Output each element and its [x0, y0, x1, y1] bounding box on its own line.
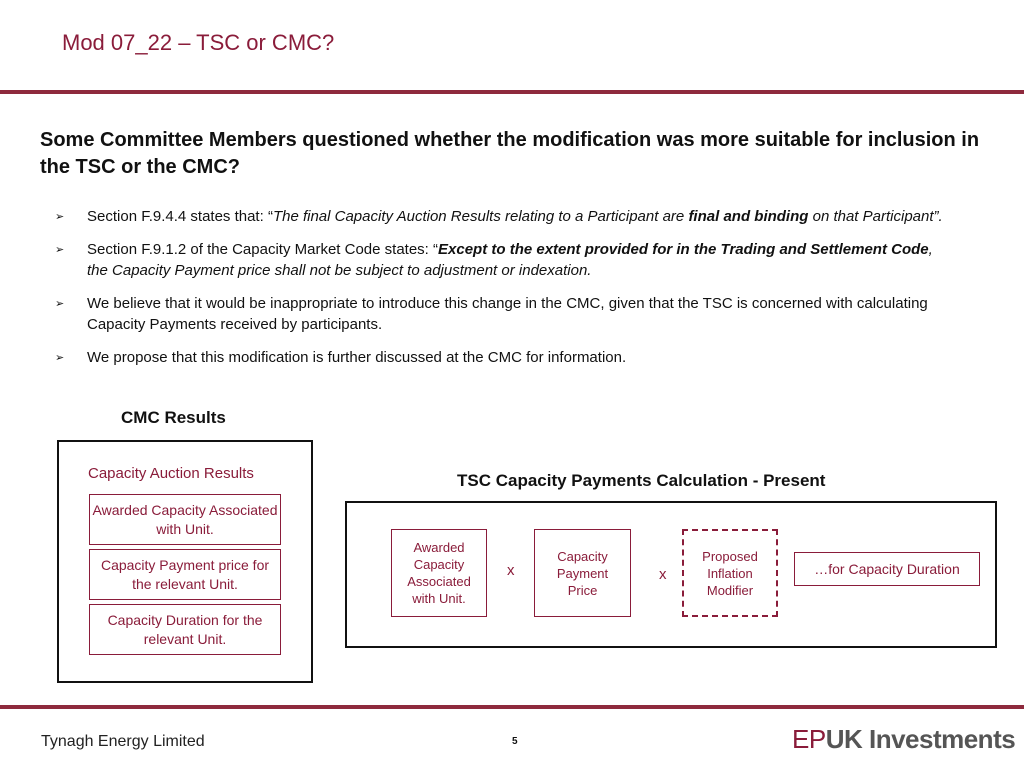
- arrow-bullet-icon: ➢: [55, 298, 65, 310]
- awarded-capacity-term: Awarded Capacity Associated with Unit.: [391, 529, 487, 617]
- logo-text: UK Investments: [825, 724, 1016, 754]
- awarded-capacity-box: Awarded Capacity Associated with Unit.: [89, 494, 281, 545]
- bullet-text: We propose that this modification is further discussed at the CMC for information.: [87, 349, 627, 366]
- quote-emphasis: final and binding: [688, 208, 809, 225]
- footer-divider: [0, 705, 1024, 709]
- quote-emphasis: Except to the extent provided for in the Trading and Settlement Code: [438, 241, 929, 258]
- capacity-duration-box: Capacity Duration for the relevant Unit.: [89, 604, 281, 655]
- bullet-item: [55, 206, 955, 227]
- arrow-bullet-icon: ➢: [55, 352, 65, 364]
- bullet-text: We believe that it would be inappropriate to introduce this change in the CMC, given that the TSC is concerned with calculating Capacity Payments received by participants.: [87, 295, 928, 333]
- capacity-payment-price-term: Capacity Payment Price: [534, 529, 631, 617]
- capacity-payment-price-box: Capacity Payment price for the relevant Unit.: [89, 549, 281, 600]
- slide-title: Mod 07_22 – TSC or CMC?: [62, 30, 335, 55]
- multiply-operator: x: [507, 562, 515, 579]
- arrow-bullet-icon: ➢: [55, 244, 65, 256]
- arrow-bullet-icon: ➢: [55, 211, 65, 223]
- bullet-text: Section F.9.4.4 states that: “: [87, 208, 273, 225]
- multiply-operator: x: [659, 566, 667, 583]
- bullet-list: [55, 206, 955, 380]
- capacity-auction-results-title: Capacity Auction Results: [88, 465, 254, 482]
- bullet-item: [55, 293, 955, 335]
- quote-text: The final Capacity Auction Results relating to a Participant are: [272, 208, 689, 225]
- cmc-results-heading: CMC Results: [121, 408, 226, 427]
- logo-ep: EP: [792, 724, 826, 754]
- bullet-item: [55, 347, 955, 368]
- tsc-calculation-heading: TSC Capacity Payments Calculation - Present: [457, 471, 826, 490]
- quote-text: , the Capacity Payment price shall not be subject to adjustment or indexation.: [87, 241, 933, 279]
- ep-uk-investments-logo: [792, 724, 1015, 755]
- capacity-duration-term: …for Capacity Duration: [794, 552, 980, 586]
- bullet-text: Section F.9.1.2 of the Capacity Market Code states: “: [87, 241, 439, 258]
- title-divider: [0, 90, 1024, 94]
- footer-company-name: Tynagh Energy Limited: [41, 733, 205, 750]
- page-number: 5: [512, 736, 518, 747]
- proposed-inflation-modifier-term: Proposed Inflation Modifier: [682, 529, 778, 617]
- headline: Some Committee Members questioned whether the modification was more suitable for inclusion in the TSC or the CMC?: [40, 129, 980, 178]
- quote-text: on that Participant”.: [808, 208, 943, 225]
- bullet-item: [55, 239, 955, 281]
